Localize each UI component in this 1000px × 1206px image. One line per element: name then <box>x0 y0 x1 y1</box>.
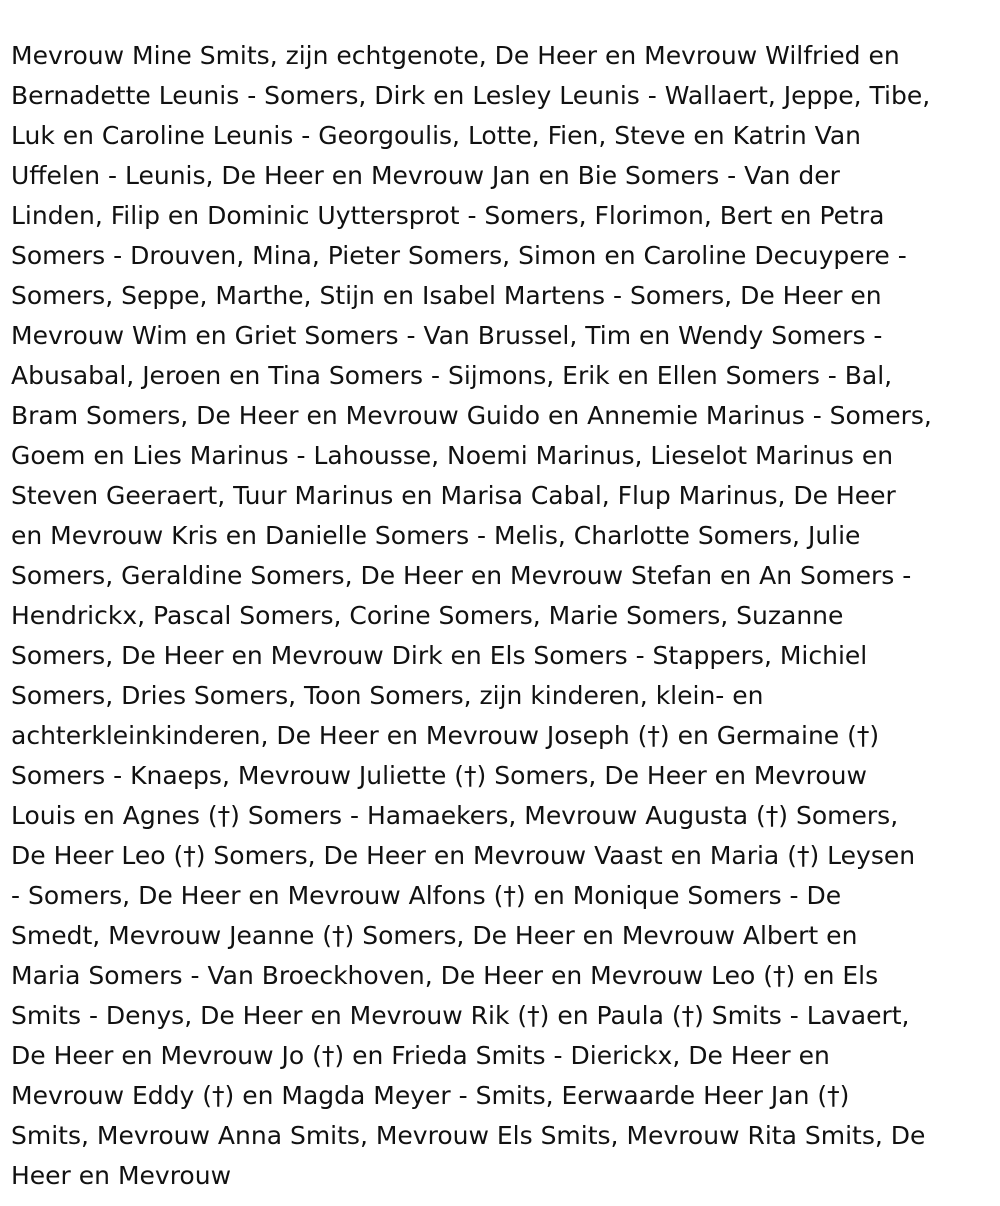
text-line: Louis en Agnes (†) Somers - Hamaekers, Mevrouw Augusta (†) Somers, <box>11 801 899 830</box>
text-line: Heer en Mevrouw <box>11 1161 232 1190</box>
text-line: Somers, Dries Somers, Toon Somers, zijn kinderen, klein- en <box>11 681 764 710</box>
text-line: Bram Somers, De Heer en Mevrouw Guido en Annemie Marinus - Somers, <box>11 401 932 430</box>
text-line: Somers - Drouven, Mina, Pieter Somers, Simon en Caroline Decuypere - <box>11 241 907 270</box>
text-line: De Heer en Mevrouw Jo (†) en Frieda Smits - Dierickx, De Heer en <box>11 1041 830 1070</box>
text-line: Somers, De Heer en Mevrouw Dirk en Els Somers - Stappers, Michiel <box>11 641 868 670</box>
text-line: Goem en Lies Marinus - Lahousse, Noemi Marinus, Lieselot Marinus en <box>11 441 894 470</box>
text-line: - Somers, De Heer en Mevrouw Alfons (†) en Monique Somers - De <box>11 881 842 910</box>
text-line: Maria Somers - Van Broeckhoven, De Heer en Mevrouw Leo (†) en Els <box>11 961 879 990</box>
text-line: achterkleinkinderen, De Heer en Mevrouw Joseph (†) en Germaine (†) <box>11 721 880 750</box>
text-line: en Mevrouw Kris en Danielle Somers - Melis, Charlotte Somers, Julie <box>11 521 861 550</box>
text-line: Somers, Seppe, Marthe, Stijn en Isabel Martens - Somers, De Heer en <box>11 281 882 310</box>
text-line: Steven Geeraert, Tuur Marinus en Marisa Cabal, Flup Marinus, De Heer <box>11 481 896 510</box>
text-line: Somers, Geraldine Somers, De Heer en Mevrouw Stefan en An Somers - <box>11 561 912 590</box>
text-line: Linden, Filip en Dominic Uyttersprot - Somers, Florimon, Bert en Petra <box>11 201 885 230</box>
text-line: Smedt, Mevrouw Jeanne (†) Somers, De Heer en Mevrouw Albert en <box>11 921 858 950</box>
text-line: Smits - Denys, De Heer en Mevrouw Rik (†) en Paula (†) Smits - Lavaert, <box>11 1001 910 1030</box>
text-line: Somers - Knaeps, Mevrouw Juliette (†) Somers, De Heer en Mevrouw <box>11 761 867 790</box>
text-line: Smits, Mevrouw Anna Smits, Mevrouw Els Smits, Mevrouw Rita Smits, De <box>11 1121 926 1150</box>
text-line: Abusabal, Jeroen en Tina Somers - Sijmons, Erik en Ellen Somers - Bal, <box>11 361 893 390</box>
text-line: De Heer Leo (†) Somers, De Heer en Mevrouw Vaast en Maria (†) Leysen <box>11 841 916 870</box>
text-line: Hendrickx, Pascal Somers, Corine Somers, Marie Somers, Suzanne <box>11 601 844 630</box>
text-line: Bernadette Leunis - Somers, Dirk en Lesley Leunis - Wallaert, Jeppe, Tibe, <box>11 81 931 110</box>
text-line: Luk en Caroline Leunis - Georgoulis, Lotte, Fien, Steve en Katrin Van <box>11 121 861 150</box>
text-line: Mevrouw Wim en Griet Somers - Van Brussel, Tim en Wendy Somers - <box>11 321 883 350</box>
text-line: Mevrouw Mine Smits, zijn echtgenote, De Heer en Mevrouw Wilfried en <box>11 41 900 70</box>
text-line: Mevrouw Eddy (†) en Magda Meyer - Smits, Eerwaarde Heer Jan (†) <box>11 1081 850 1110</box>
text-line: Uffelen - Leunis, De Heer en Mevrouw Jan en Bie Somers - Van der <box>11 161 840 190</box>
document-body <box>11 36 995 1196</box>
